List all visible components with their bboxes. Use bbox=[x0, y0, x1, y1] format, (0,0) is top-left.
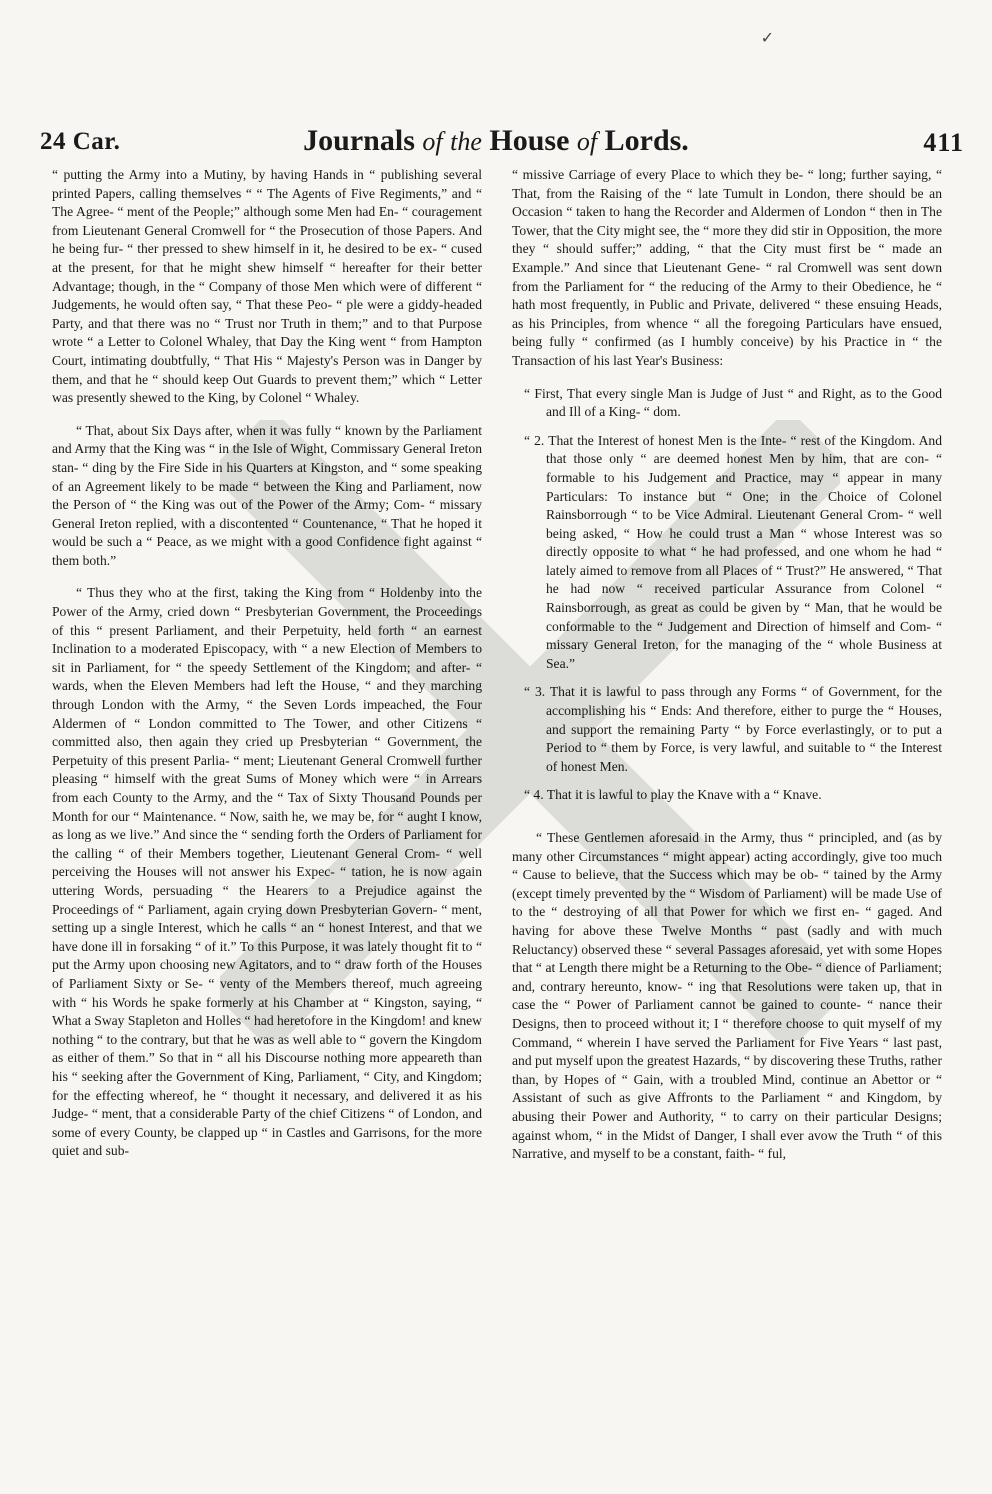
list-item: “ First, That every single Man is Judge of Just “ and Right, as to the Good and Ill of a King- “ dom. bbox=[524, 385, 942, 420]
paragraph: “ putting the Army into a Mutiny, by having Hands in “ publishing several printed Papers, calling themselves “ “ The Agents of Five Regiments,” and “ The Agree- “ ment of the People;” although some Men had En- “ couragement from Lieutenant General Cromwell for “ the Prosecution of those Papers. And he being fur- “ ther pressed to shew himself in it, he desired to be ex- “ cused at the present, for that he might shew himself “ hereafter for their better Advantage; though, in the “ Company of those Men which were of different “ Judgements, he would often say, “ That these Peo- “ ple were a giddy-headed Party, and that there was no “ Trust nor Truth in them;” and to that Purpose wrote “ a Letter to Colonel Whaley, that Day the King went “ from Hampton Court, intimating doubtfully, “ That His “ Majesty's Person was in Danger by them, and that he “ should keep Out Guards to prevent them;” which “ Letter was presently shewed to the King, by Colonel “ Whaley. bbox=[52, 167, 482, 406]
paragraph: “ That, about Six Days after, when it was fully “ known by the Parliament and Army that the King was “ in the Isle of Wight, Commissary General Ireton stan- “ ding by the Fire Side in his Quarters at Kingston, and “ some speaking of an Agreement likely to be made “ between the King and Parliament, now the Person of “ the King was out of the Power of the Army; Com- “ missary General Ireton replied, with a discontented “ Countenance, “ That he hoped it would be such a “ Peace, as we might with a good Confidence fight against “ them both.” bbox=[52, 422, 482, 568]
left-column bbox=[52, 166, 482, 1175]
paragraph: “ missive Carriage of every Place to which they be- “ long; further saying, “ That, from the Raising of the “ late Tumult in London, there should be an Occasion “ taken to hang the Recorder and Aldermen of London “ then in The Tower, that the City might see, the “ more they did stir in Opposition, the more they “ should suffer;” adding, “ that the City must first be “ made an Example.” And since that Lieutenant Gene- “ ral Cromwell was sent down from the Parliament for “ the reducing of the Army to their Obedience, he “ hath most frequently, in Public and Private, delivered “ these ensuing Heads, as his Principles, from whence “ all the foregoing Particulars have ensued, being fully “ confirmed (as I humbly conceive) by his Practice in “ the Transaction of his last Year's Business: bbox=[512, 167, 942, 368]
paragraph: “ These Gentlemen aforesaid in the Army, thus “ principled, and (as by many other Circumstances “ might appear) acting accordingly, give too much “ Cause to believe, that the Success which may be ob- “ tained by the Army (except timely prevented by the “ Wisdom of Parliament) will be made Use of to the “ destroying of all that Power for which we first en- “ gaged. And having for above these Twelve Months “ past (sadly and with much Reluctancy) observed these “ several Passages aforesaid, yet with some Hopes that “ at Length there might be a Returning to the Obe- “ dience of Parliament; and, contrary hereunto, know- “ ing that Resolutions were taken up, that in case the “ Power of Parliament cannot be gained to counte- “ nance their Designs, then to proceed without it; I “ therefore choose to quit myself of my Command, “ wherein I have served the Parliament for Five Years “ last past, and put myself upon the greatest Hazards, “ by discovering these Truths, rather than, by Hopes of “ Gain, with a troubled Mind, continue an Abettor or “ Assistant of such as give Affronts to the Parliament “ and Kingdom, by abusing their Power and Authority, “ to carry on their particular Designs; against whom, “ in the Midst of Danger, I shall ever avow the Truth “ of this Narrative, and myself to be a constant, faith- “ ful, bbox=[512, 830, 942, 1162]
page-number: 411 bbox=[923, 128, 964, 157]
right-column bbox=[512, 166, 942, 1178]
title-word-of: of bbox=[422, 127, 443, 156]
list-item: “ 3. That it is lawful to pass through any Forms “ of Government, for the accomplishing his “ Ends: And therefore, either to purge the “ Houses, and support the remaining Party “ by Force everlastingly, or to put a Period to “ them by Force, is very lawful, and suitable to “ the Interest of honest Men. bbox=[524, 684, 942, 774]
title-word-the: the bbox=[450, 127, 482, 156]
title-word-lords: Lords. bbox=[604, 124, 689, 157]
title-word-house: House bbox=[489, 124, 570, 157]
check-mark-icon: ✓ bbox=[760, 30, 774, 47]
list-item: “ 4. That it is lawful to play the Knave with a “ Knave. bbox=[524, 787, 822, 803]
running-head-title bbox=[0, 124, 992, 158]
paragraph: “ Thus they who at the first, taking the King from “ Holdenby into the Power of the Army, cried down “ Presbyterian Government, the Proceedings of this “ present Parliament, and their Perpetuity, held forth “ an earnest Inclination to a moderated Episcopacy, with “ a new Election of Members to sit in Parliament, for “ the speedy Settlement of the Kingdom; and after- “ wards, when the Eleven Members had left the House, “ and they marching through London with the Army, “ the Seven Lords impeached, the Four Aldermen of “ London committed to The Tower, and other Citizens “ committed also, then again they cried up Presbyterian “ Government, the Perpetuity of this present Parlia- “ ment; Lieutenant General Cromwell further pleasing “ himself with the great Sums of Money which were “ in Arrears from each County to the Army, and the “ Tax of Sixty Thousand Pounds per Month for our “ Maintenance. “ Now, saith he, we may be, for “ aught I know, as long as we live.” And since the “ sending forth the Orders of Parliament for the calling “ of their Members together, Lieutenant General Crom- “ well perceiving the Houses will not answer his Expec- “ tation, he is now again uttering Words, persuading “ the Hearers to a Prejudice against the Proceedings of “ Parliament, again crying down Presbyterian Govern- “ ment, setting up a single Interest, which he calls “ an “ honest Interest, and that we have done ill in forsaking “ of it.” To this Purpose, it was lately thought fit to “ put the Army upon choosing new Agitators, and to “ draw forth of the Houses of Parliament Sixty or Se- “ venty of the Members thereof, much agreeing with “ his Words he spake formerly at his Chamber at “ Kingston, saying, “ What a Sway Stapleton and Holles “ had heretofore in the Kingdom! and knew nothing “ to the contrary, but that he was as well able to “ govern the Kingdom as either of them.” So that in “ all his Discourse nothing more appeareth than his “ seeking after the Government of King, Parliament, “ City, and Kingdom; for the effecting whereof, he “ thought it necessary, and delivered it as his Judge- “ ment, that a considerable Party of the chief Citizens “ of London, and some of every County, be clapped up “ in Castles and Garrisons, for the more quiet and sub- bbox=[52, 585, 482, 1159]
running-head-left: 24 Car. bbox=[40, 128, 121, 155]
list-item: “ 2. That the Interest of honest Men is the Inte- “ rest of the Kingdom. And that those only “ are deemed honest Men by him, that are con- “ formable to his Judgement and Practice, may “ appear in many Particulars: To instance but “ One; in the Choice of Colonel Rainsborrough “ to be Vice Admiral. Lieutenant General Crom- “ well being asked, “ How he could trust a Man “ whose Interest was so directly opposite to what “ he had professed, and one whom he had “ lately aimed to remove from all Places of “ Trust?” He answered, “ That he had now “ received particular Assurance from Colonel “ Rainsborrough, as great as could be given by “ Man, that he would be conformable to the “ Judgement and Direction of himself and Com- “ missary General Ireton, for the managing of the “ whole Business at Sea.” bbox=[524, 432, 942, 671]
title-word-journals: Journals bbox=[303, 124, 415, 157]
title-word-of-2: of bbox=[576, 127, 598, 156]
